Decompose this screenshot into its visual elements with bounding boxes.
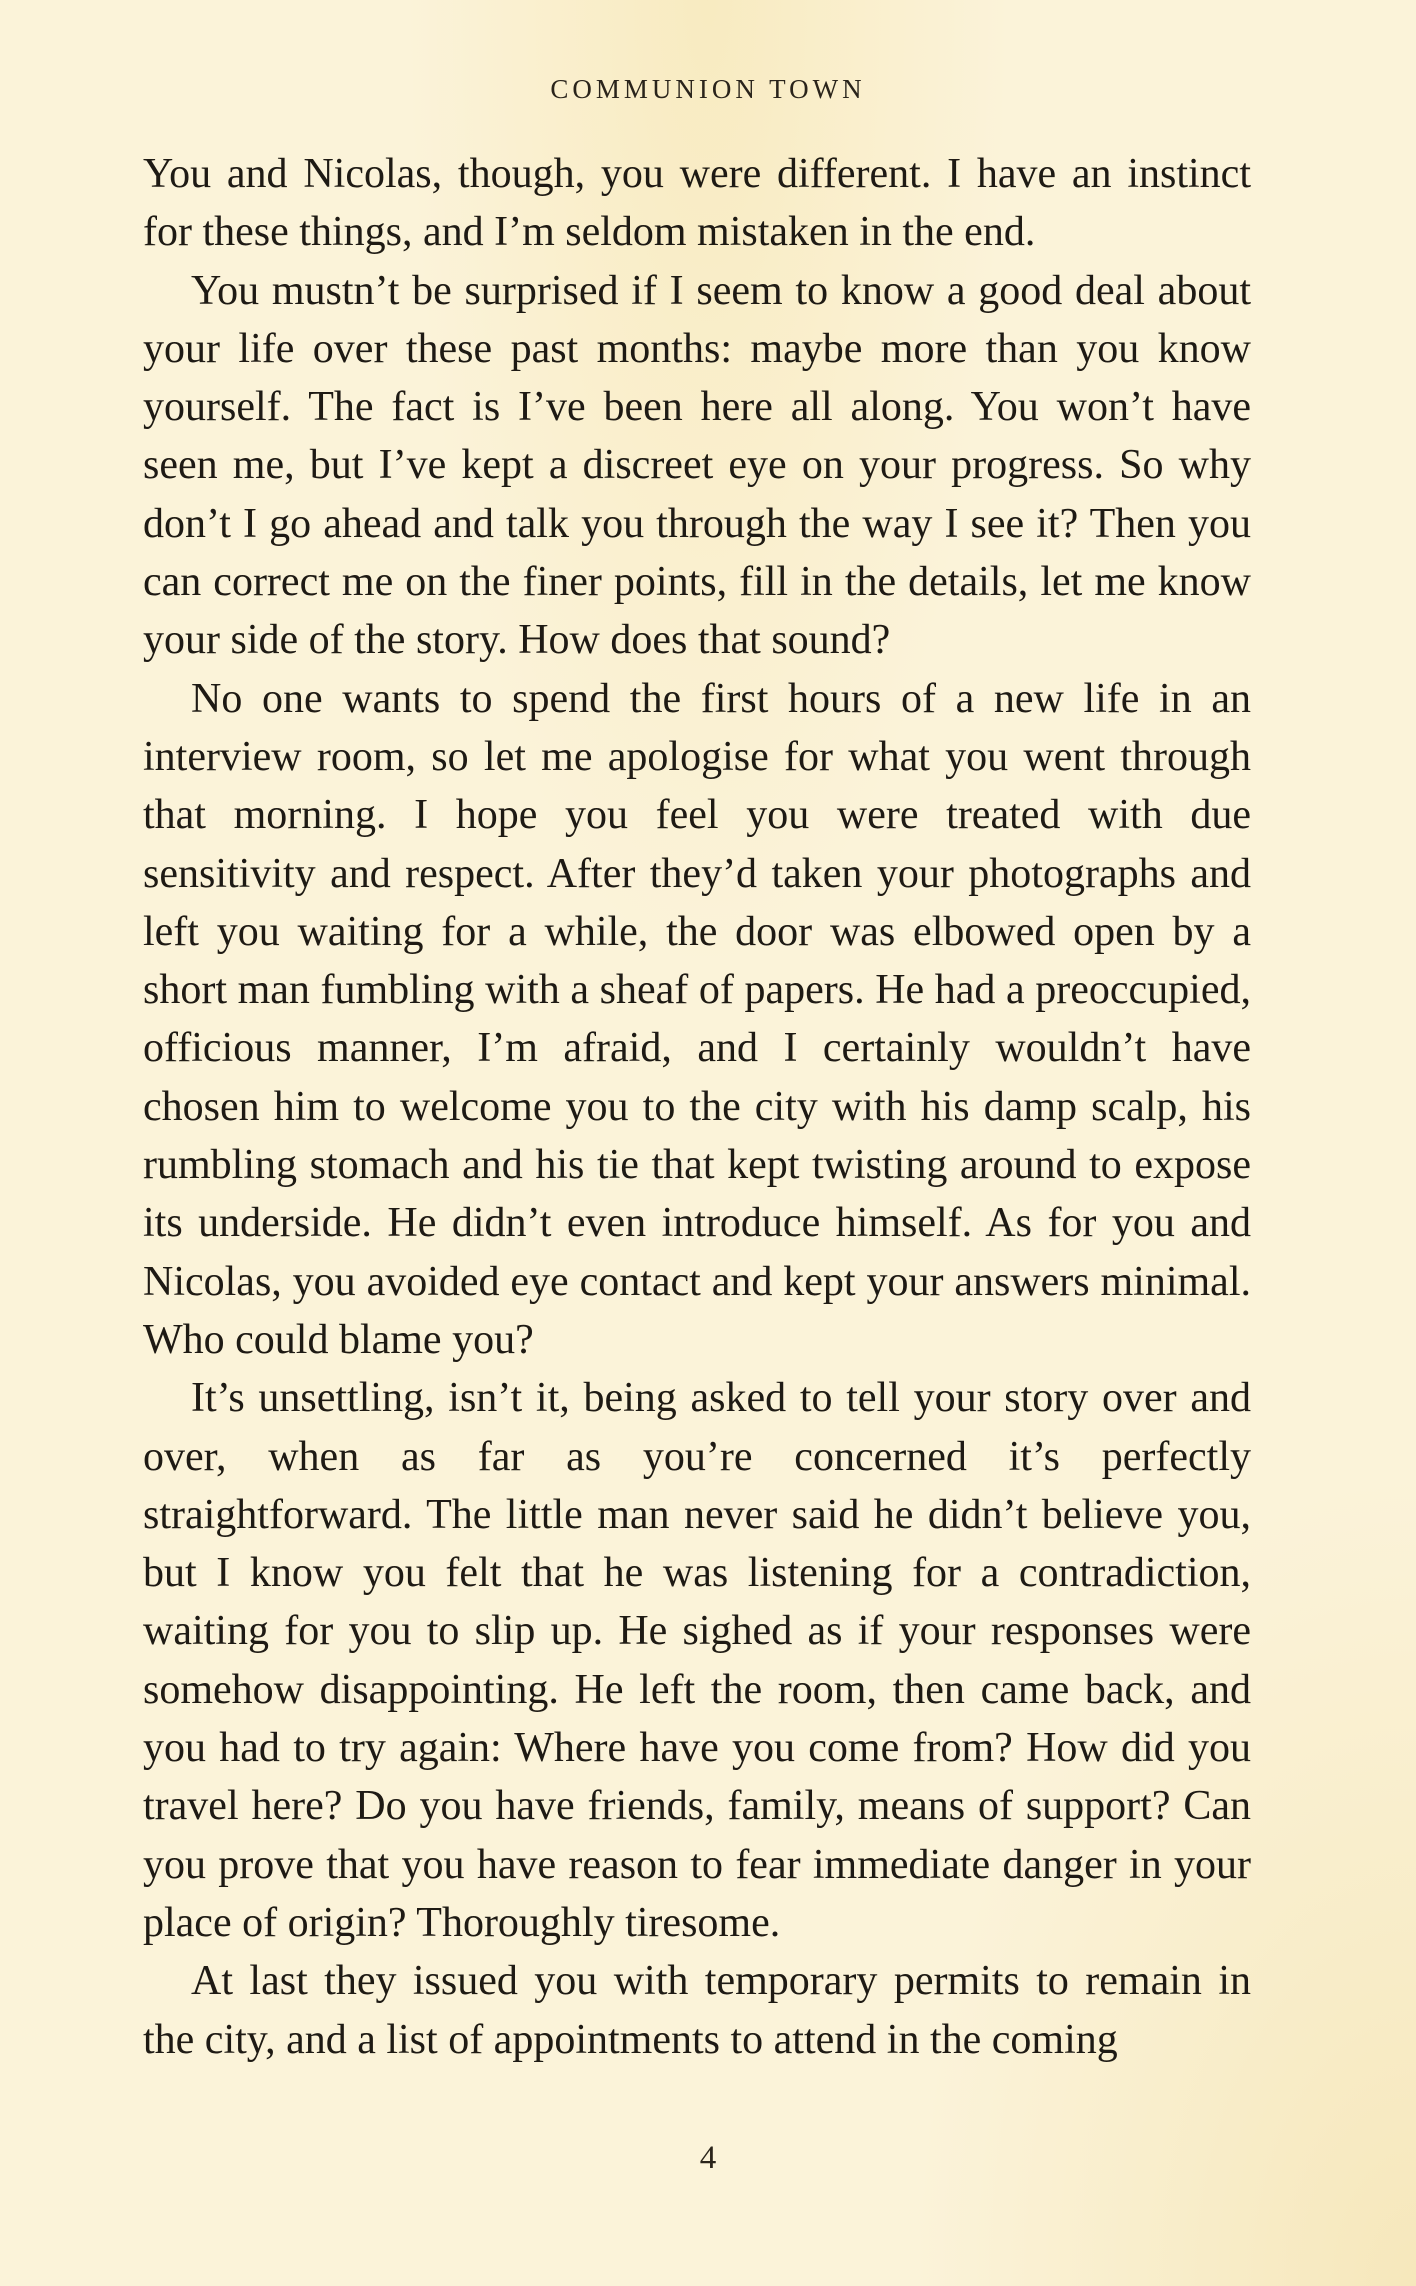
paragraph: You and Nicolas, though, you were different. I have an instinct for these things, and I’m seldom mistaken in the end. — [143, 151, 1251, 256]
paragraph: You mustn’t be surprised if I seem to know a good deal about your life over these past months: maybe more than you know yourself. The fact is I’ve been here all along. You won’t have seen me, but I’ve kept a discreet eye on your progress. So why don’t I go ahead and talk you through the way I see it? Then you can correct me on the finer points, fill in the details, let me know your side of the story. How does that sound? — [143, 267, 1251, 664]
paragraph: At last they issued you with temporary permits to remain in the city, and a list of appointments to attend in the coming — [143, 1958, 1251, 2063]
running-head: COMMUNION TOWN — [550, 74, 866, 104]
page-number: 4 — [699, 2140, 717, 2176]
body-text — [143, 145, 1251, 2069]
paragraph: It’s unsettling, isn’t it, being asked to tell your story over and over, when as far as you’re concerned it’s perfectly straightforward. The little man never said he didn’t believe you, but I know you felt that he was listening for a contradiction, waiting for you to slip up. He sighed as if your responses were somehow disappointing. He left the room, then came back, and you had to try again: Where have you come from? How did you travel here? Do you have friends, family, means of support? Can you prove that you have reason to fear immediate danger in your place of origin? Thoroughly tiresome. — [143, 1375, 1251, 1946]
paragraph: No one wants to spend the first hours of a new life in an interview room, so let me apologise for what you went through that morning. I hope you feel you were treated with due sensitivity and respect. After they’d taken your photographs and left you waiting for a while, the door was elbowed open by a short man fumbling with a sheaf of papers. He had a preoccupied, officious manner, I’m afraid, and I certainly wouldn’t have chosen him to welcome you to the city with his damp scalp, his rumbling stomach and his tie that kept twisting around to expose its underside. He didn’t even introduce himself. As for you and Nicolas, you avoided eye contact and kept your answers minimal. Who could blame you? — [143, 675, 1251, 1363]
